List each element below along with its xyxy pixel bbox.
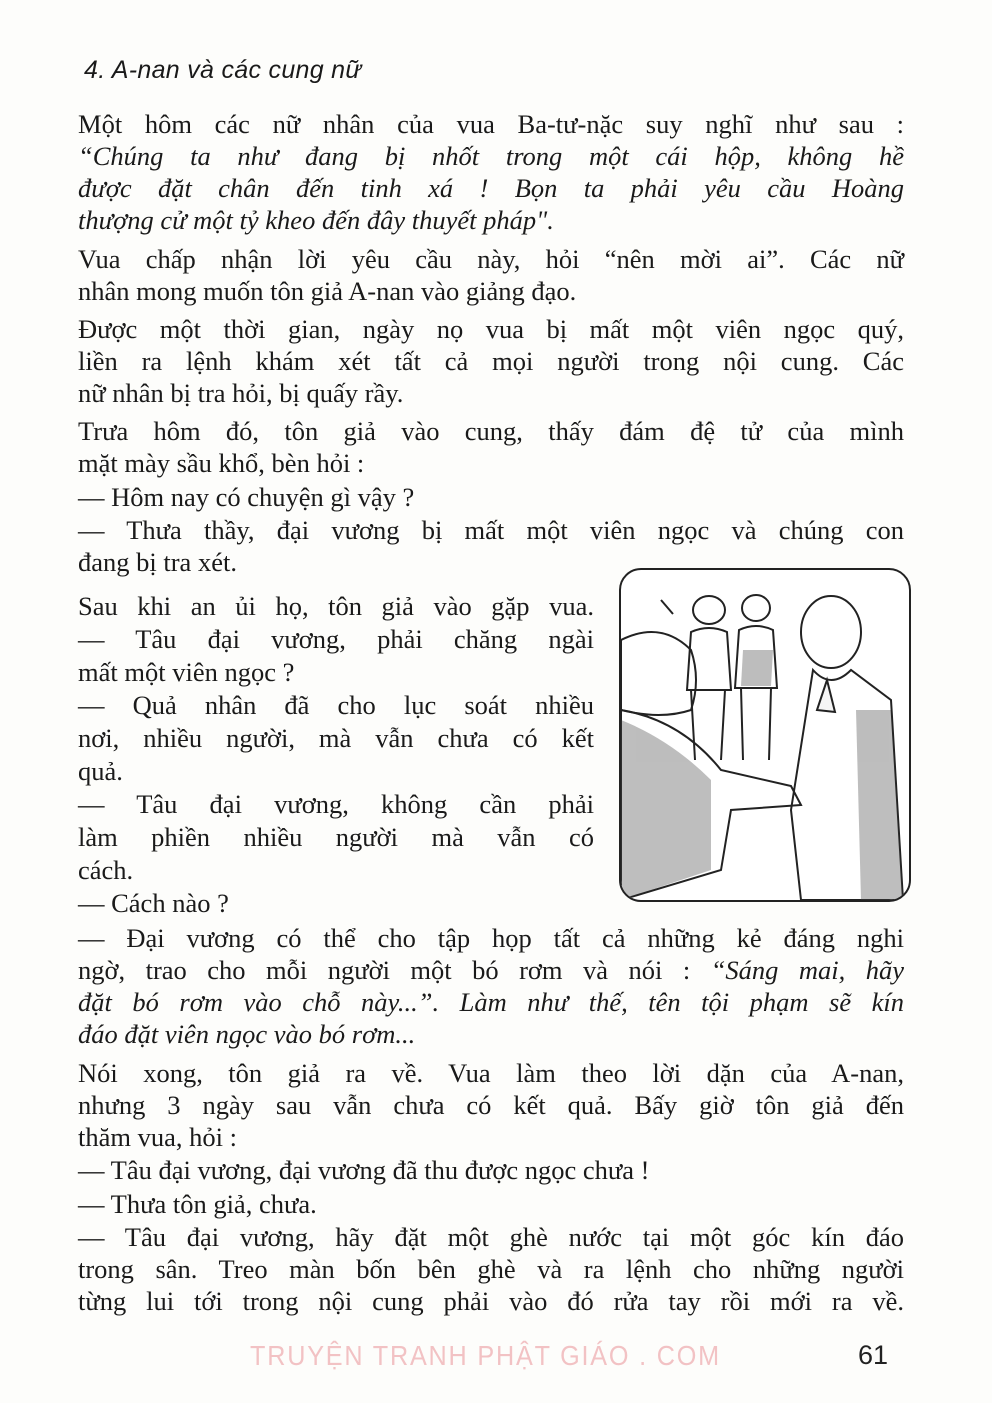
- text-line: từng lui tới trong nội cung phải vào đó rửa tay rồi mới ra về.: [78, 1286, 904, 1316]
- text-line: làm phiền nhiều người mà vẫn có: [78, 822, 594, 852]
- text-segment: ngờ, trao cho mỗi người một bó rơm và nói :: [78, 955, 711, 985]
- text-line: Nói xong, tôn giả ra về. Vua làm theo lời dặn của A-nan,: [78, 1058, 904, 1088]
- text-line: liền ra lệnh khám xét tất cả mọi người trong nội cung. Các: [78, 346, 904, 376]
- illustration-figure: [619, 568, 911, 902]
- watermark: TRUYỆN TRANH PHẬT GIÁO . COM: [250, 1340, 721, 1371]
- text-line: nhân mong muốn tôn giả A-nan vào giảng đạo.: [78, 276, 577, 306]
- text-line: Vua chấp nhận lời yêu cầu này, hỏi “nên mời ai”. Các nữ: [78, 244, 904, 274]
- text-line: trong sân. Treo màn bốn bên ghè và ra lệnh cho những người: [78, 1254, 904, 1284]
- text-line: mất một viên ngọc ?: [78, 657, 295, 687]
- text-line: Trưa hôm đó, tôn giả vào cung, thấy đám đệ tử của mình: [78, 416, 904, 446]
- text-line: Sau khi an ủi họ, tôn giả vào gặp vua.: [78, 591, 594, 621]
- text-line: mặt mày sầu khổ, bèn hỏi :: [78, 448, 365, 478]
- text-line: đặt bó rơm vào chỗ này...”. Làm như thế, tên tội phạm sẽ kín: [78, 987, 904, 1017]
- text-line: Một hôm các nữ nhân của vua Ba-tư-nặc suy nghĩ như sau :: [78, 109, 904, 139]
- page-number: 61: [858, 1340, 889, 1370]
- text-line: thăm vua, hỏi :: [78, 1122, 237, 1152]
- text-line: đang bị tra xét.: [78, 547, 237, 577]
- text-line: cách.: [78, 855, 134, 885]
- text-line: thượng cử một tỷ kheo đến đây thuyết pháp".: [78, 205, 554, 235]
- text-line: — Thưa tôn giả, chưa.: [78, 1189, 317, 1219]
- text-line: — Tâu đại vương, không cần phải: [78, 789, 594, 819]
- text-line: “Chúng ta như đang bị nhốt trong một cái hộp, không hề: [78, 141, 904, 171]
- text-line: — Hôm nay có chuyện gì vậy ?: [78, 482, 415, 512]
- text-line: — Đại vương có thể cho tập họp tất cả những kẻ đáng nghi: [78, 923, 904, 953]
- text-line: nơi, nhiều người, mà vẫn chưa có kết: [78, 723, 594, 753]
- text-line: được đặt chân đến tinh xá ! Bọn ta phải yêu cầu Hoàng: [78, 173, 904, 203]
- text-line: — Cách nào ?: [78, 888, 229, 918]
- text-segment-italic: “Sáng mai, hãy: [710, 955, 905, 985]
- text-line: — Quả nhân đã cho lục soát nhiều: [78, 690, 594, 720]
- text-line: — Tâu đại vương, hãy đặt một ghè nước tại một góc kín đáo: [78, 1222, 904, 1252]
- text-line: — Thưa thầy, đại vương bị mất một viên ngọc và chúng con: [78, 515, 904, 545]
- text-line: đáo đặt viên ngọc vào bó rơm...: [78, 1019, 416, 1049]
- text-line: [78, 954, 904, 986]
- text-line: Được một thời gian, ngày nọ vua bị mất một viên ngọc quý,: [78, 314, 904, 344]
- text-line: — Tâu đại vương, phải chăng ngài: [78, 624, 594, 654]
- text-line: nữ nhân bị tra hỏi, bị quấy rầy.: [78, 378, 404, 408]
- illustration-icon: [621, 570, 909, 900]
- text-line: — Tâu đại vương, đại vương đã thu được ngọc chưa !: [78, 1155, 650, 1185]
- chapter-heading: 4. A-nan và các cung nữ: [84, 56, 362, 84]
- text-line: nhưng 3 ngày sau vẫn chưa có kết quả. Bấy giờ tôn giả đến: [78, 1090, 904, 1120]
- text-line: quả.: [78, 756, 123, 786]
